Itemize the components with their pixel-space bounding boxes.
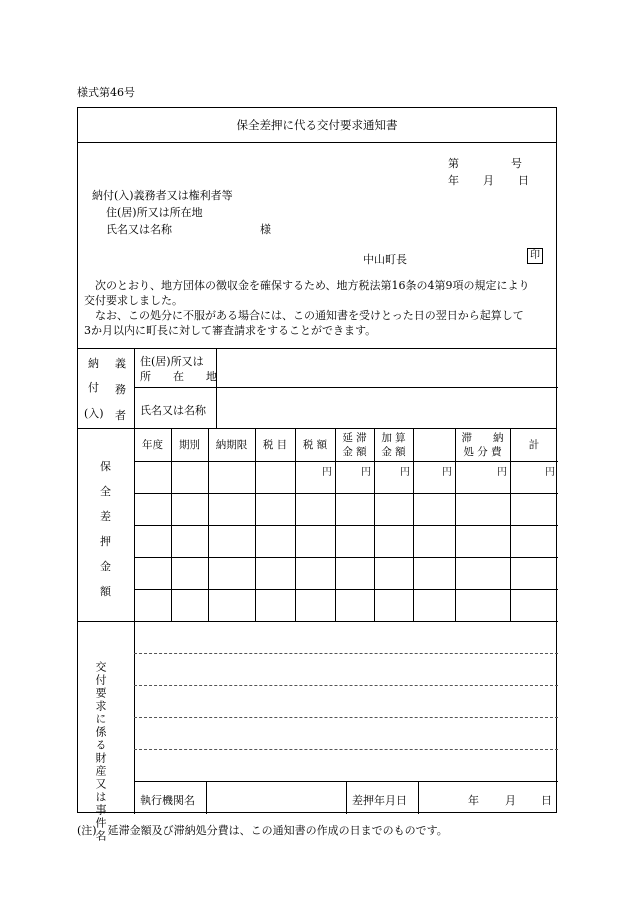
header-additional: 加 算 bbox=[381, 432, 406, 444]
amount-side-label: 額 bbox=[100, 585, 111, 598]
address-label: 住(居)所又は所在地 bbox=[106, 206, 203, 219]
header-total: 計 bbox=[528, 439, 540, 451]
issuer: 中山町長 bbox=[363, 253, 407, 266]
yen-unit: 円 bbox=[497, 467, 507, 478]
yen-unit: 円 bbox=[545, 467, 555, 478]
date-day: 日 bbox=[518, 174, 529, 187]
taxpayer-name-label: 氏名又は名称 bbox=[140, 404, 206, 417]
divider bbox=[134, 461, 558, 462]
header-tax-amount: 税 額 bbox=[302, 439, 328, 451]
seizure-date-year: 年 bbox=[468, 794, 479, 807]
seizure-date-day: 日 bbox=[541, 794, 552, 807]
honorific: 様 bbox=[260, 223, 271, 236]
header-disposal: 滞 納 bbox=[461, 432, 504, 444]
amount-side-label: 全 bbox=[100, 485, 111, 498]
seal-mark: 印 bbox=[527, 248, 543, 264]
agency-label: 執行機関名 bbox=[140, 794, 195, 807]
amount-side-label: 保 bbox=[100, 460, 111, 473]
amount-side-label: 金 bbox=[100, 560, 111, 573]
taxpayer-section bbox=[78, 348, 556, 429]
header-due: 納期限 bbox=[215, 439, 248, 451]
dashed-line bbox=[134, 749, 558, 750]
taxpayer-side-label: (入) bbox=[84, 407, 104, 420]
footnote: (注) 延滞金額及び滞納処分費は、この通知書の作成の日までのものです。 bbox=[77, 824, 448, 837]
divider bbox=[134, 348, 135, 428]
divider bbox=[134, 387, 558, 388]
taxpayer-side-label: 者 bbox=[115, 409, 126, 422]
divider bbox=[134, 589, 558, 590]
date-month: 月 bbox=[483, 174, 494, 187]
divider bbox=[216, 348, 217, 428]
header-delay: 延 滞 bbox=[342, 432, 367, 444]
taxpayer-address-label: 所 在 地 bbox=[140, 370, 217, 383]
dashed-line bbox=[134, 685, 558, 686]
seizure-date-label: 差押年月日 bbox=[352, 794, 407, 807]
taxpayer-side-label: 付 bbox=[88, 381, 99, 394]
yen-unit: 円 bbox=[322, 467, 332, 478]
name-label: 氏名又は名称 bbox=[106, 223, 172, 236]
amount-side-label: 差 bbox=[100, 510, 111, 523]
header-delay: 金 額 bbox=[342, 446, 367, 458]
taxpayer-address-label: 住(居)所又は bbox=[140, 355, 204, 368]
header-period: 期別 bbox=[179, 439, 200, 451]
header-additional: 金 額 bbox=[381, 446, 406, 458]
divider bbox=[418, 781, 419, 814]
dashed-line bbox=[134, 717, 558, 718]
divider bbox=[346, 781, 347, 814]
form-number: 様式第46号 bbox=[77, 86, 135, 99]
divider bbox=[134, 493, 558, 494]
yen-unit: 円 bbox=[361, 467, 371, 478]
property-label: 交付要求に係る財産又は事件名 bbox=[94, 661, 107, 843]
taxpayer-side-label: 納 bbox=[88, 357, 99, 370]
taxpayer-side-label: 務 bbox=[115, 383, 126, 396]
divider bbox=[206, 781, 207, 814]
notice-text-1: 次のとおり、地方団体の徴収金を確保するため、地方税法第16条の4第9項の規定により bbox=[84, 279, 530, 292]
header-year: 年度 bbox=[142, 439, 163, 451]
header-section bbox=[78, 142, 556, 349]
number-prefix: 第 bbox=[448, 157, 459, 170]
seizure-date-month: 月 bbox=[505, 794, 516, 807]
divider bbox=[134, 525, 558, 526]
form-title: 保全差押に代る交付要求通知書 bbox=[78, 108, 556, 143]
recipient-type: 納付(入)義務者又は権利者等 bbox=[92, 189, 233, 202]
yen-unit: 円 bbox=[442, 467, 452, 478]
divider bbox=[134, 557, 558, 558]
notice-text-4: 3か月以内に町長に対して審査請求をすることができます。 bbox=[84, 324, 377, 337]
yen-unit: 円 bbox=[400, 467, 410, 478]
header-tax-item: 税 目 bbox=[262, 439, 288, 451]
header-disposal: 処 分 費 bbox=[463, 446, 502, 458]
amount-side-label: 押 bbox=[100, 535, 111, 548]
dashed-line bbox=[134, 653, 558, 654]
date-year: 年 bbox=[448, 174, 459, 187]
notice-text-3: なお、この処分に不服がある場合には、この通知書を受けとった日の翌日から起算して bbox=[84, 309, 524, 322]
taxpayer-side-label: 義 bbox=[115, 357, 126, 370]
notice-text-2: 交付要求しました。 bbox=[84, 294, 183, 307]
amount-table bbox=[78, 428, 558, 622]
number-suffix: 号 bbox=[511, 157, 522, 170]
